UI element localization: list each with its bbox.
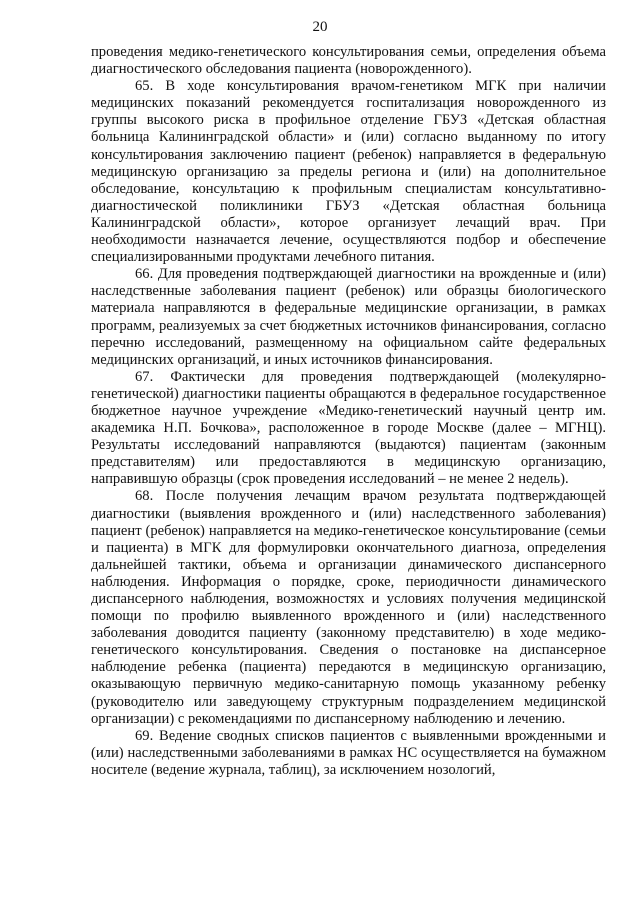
page-number: 20 bbox=[312, 19, 328, 35]
paragraph-66: 66. Для проведения подтверждающей диагностики на врожденные и (или) наследственные заболевания пациент (ребенок) или образцы биологического материала направляются в федеральные медицинские организации, в рамках программ, реализуемых за счет бюджетных источников финансирования, согласно перечню исследований, размещенному на официальном сайте федеральных медицинских организаций, и иных источников финансирования. bbox=[91, 266, 606, 368]
paragraph-67: 67. Фактически для проведения подтверждающей (молекулярно-генетической) диагностики пациенты обращаются в федеральное государственное бюджетное научное учреждение «Медико-генетический научный центр им. академика Н.П. Бочкова», расположенное в городе Москве (далее – МГНЦ). Результаты исследований направляются (выдаются) пациентам (законным представителям) или предоставляются в медицинскую организацию, направившую образцы (срок проведения исследований – не менее 2 недель). bbox=[91, 368, 606, 488]
document-body bbox=[91, 44, 606, 779]
paragraph-continuation: проведения медико-генетического консультирования семьи, определения объема диагностического обследования пациента (новорожденного). bbox=[91, 44, 606, 78]
paragraph-65: 65. В ходе консультирования врачом-генетиком МГК при наличии медицинских показаний рекомендуется госпитализация новорожденного из группы высокого риска в профильное отделение ГБУЗ «Детская областная больница Калининградской области» и (или) согласно выданному по итогу консультирования заключению пациент (ребенок) направляется в федеральную медицинскую организацию за пределы региона и (или) на дополнительное обследование, консультацию к профильным специалистам консультативно-диагностической поликлиники ГБУЗ «Детская областная больница Калининградской области», которое организует лечащий врач. При необходимости назначается лечение, осуществляются подбор и обеспечение специализированными продуктами лечебного питания. bbox=[91, 78, 606, 266]
paragraph-68: 68. После получения лечащим врачом результата подтверждающей диагностики (выявления врожденного и (или) наследственного заболевания) пациент (ребенок) направляется на медико-генетическое консультирование (семьи и пациента) в МГК для формулировки окончательного диагноза, определения дальнейшей тактики, объема и организации динамического диспансерного наблюдения. Информация о порядке, сроке, периодичности динамического диспансерного наблюдения, возможностях и условиях получения медицинской помощи по профилю выявленного врожденного и (или) наследственного заболевания доводится пациенту (законному представителю) в ходе медико-генетического консультирования. Сведения о постановке на диспансерное наблюдение ребенка (пациента) передаются в медицинскую организацию, оказывающую первичную медико-санитарную помощь указанному ребенку (руководителю или заведующему структурным подразделением медицинской организации) с рекомендациями по диспансерному наблюдению и лечению. bbox=[91, 488, 606, 727]
paragraph-69: 69. Ведение сводных списков пациентов с выявленными врожденными и (или) наследственными заболеваниями в рамках НС осуществляется на бумажном носителе (ведение журнала, таблиц), за исключением нозологий, bbox=[91, 727, 606, 778]
